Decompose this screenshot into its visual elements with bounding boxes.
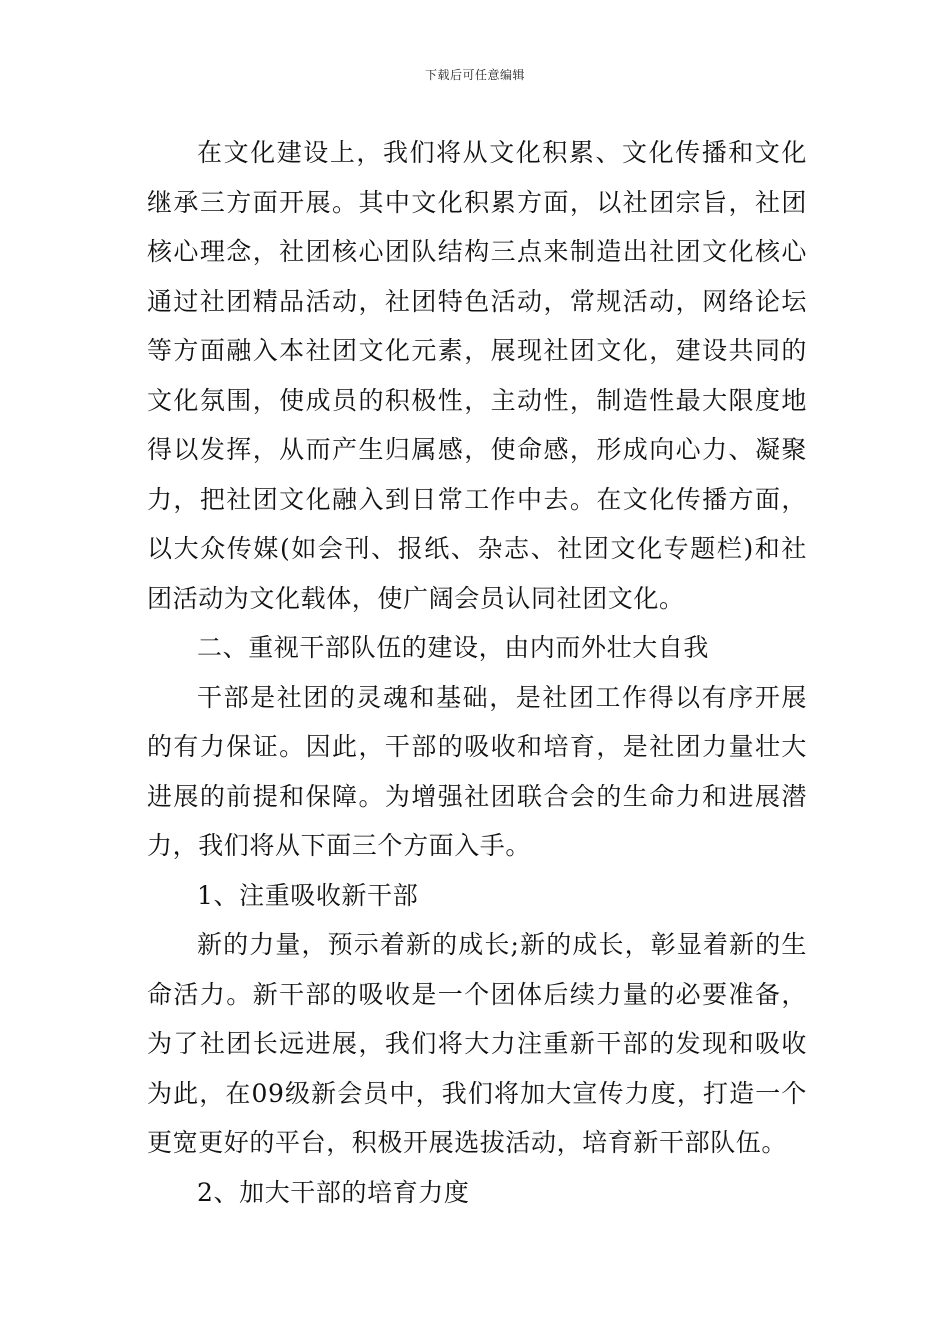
subheading-recruit-new-cadres: 1、注重吸收新干部 [197,880,419,910]
document-body [147,128,807,1217]
section-heading-cadre-team: 二、重视干部队伍的建设，由内而外壮大自我 [197,633,710,662]
paragraph-cadre-foundation: 干部是社团的灵魂和基础，是社团工作得以有序开展的有力保证。因此，干部的吸收和培育，是社团力量壮大进展的前提和保障。为增强社团联合会的生命力和进展潜力，我们将从下面三个方面入手。 [147,682,807,860]
paragraph-new-strength: 新的力量，预示着新的成长;新的成长，彰显着新的生命活力。新干部的吸收是一个团体后续力量的必要准备，为了社团长远进展，我们将大力注重新干部的发现和吸收为此，在09级新会员中，我们将加大宣传力度，打造一个更宽更好的平台，积极开展选拔活动，培育新干部队伍。 [147,930,807,1157]
subheading-cadre-training: 2、加大干部的培育力度 [197,1177,470,1207]
paragraph-culture-building: 在文化建设上，我们将从文化积累、文化传播和文化继承三方面开展。其中文化积累方面，以社团宗旨，社团核心理念，社团核心团队结构三点来制造出社团文化核心通过社团精品活动，社团特色活动，常规活动，网络论坛等方面融入本社团文化元素，展现社团文化，建设共同的文化氛围，使成员的积极性，主动性，制造性最大限度地得以发挥，从而产生归属感，使命感，形成向心力、凝聚力，把社团文化融入到日常工作中去。在文化传播方面，以大众传媒(如会刊、报纸、杂志、社团文化专题栏)和社团活动为文化载体，使广阔会员认同社团文化。 [147,138,807,613]
header-note: 下载后可任意编辑 [424,68,525,82]
